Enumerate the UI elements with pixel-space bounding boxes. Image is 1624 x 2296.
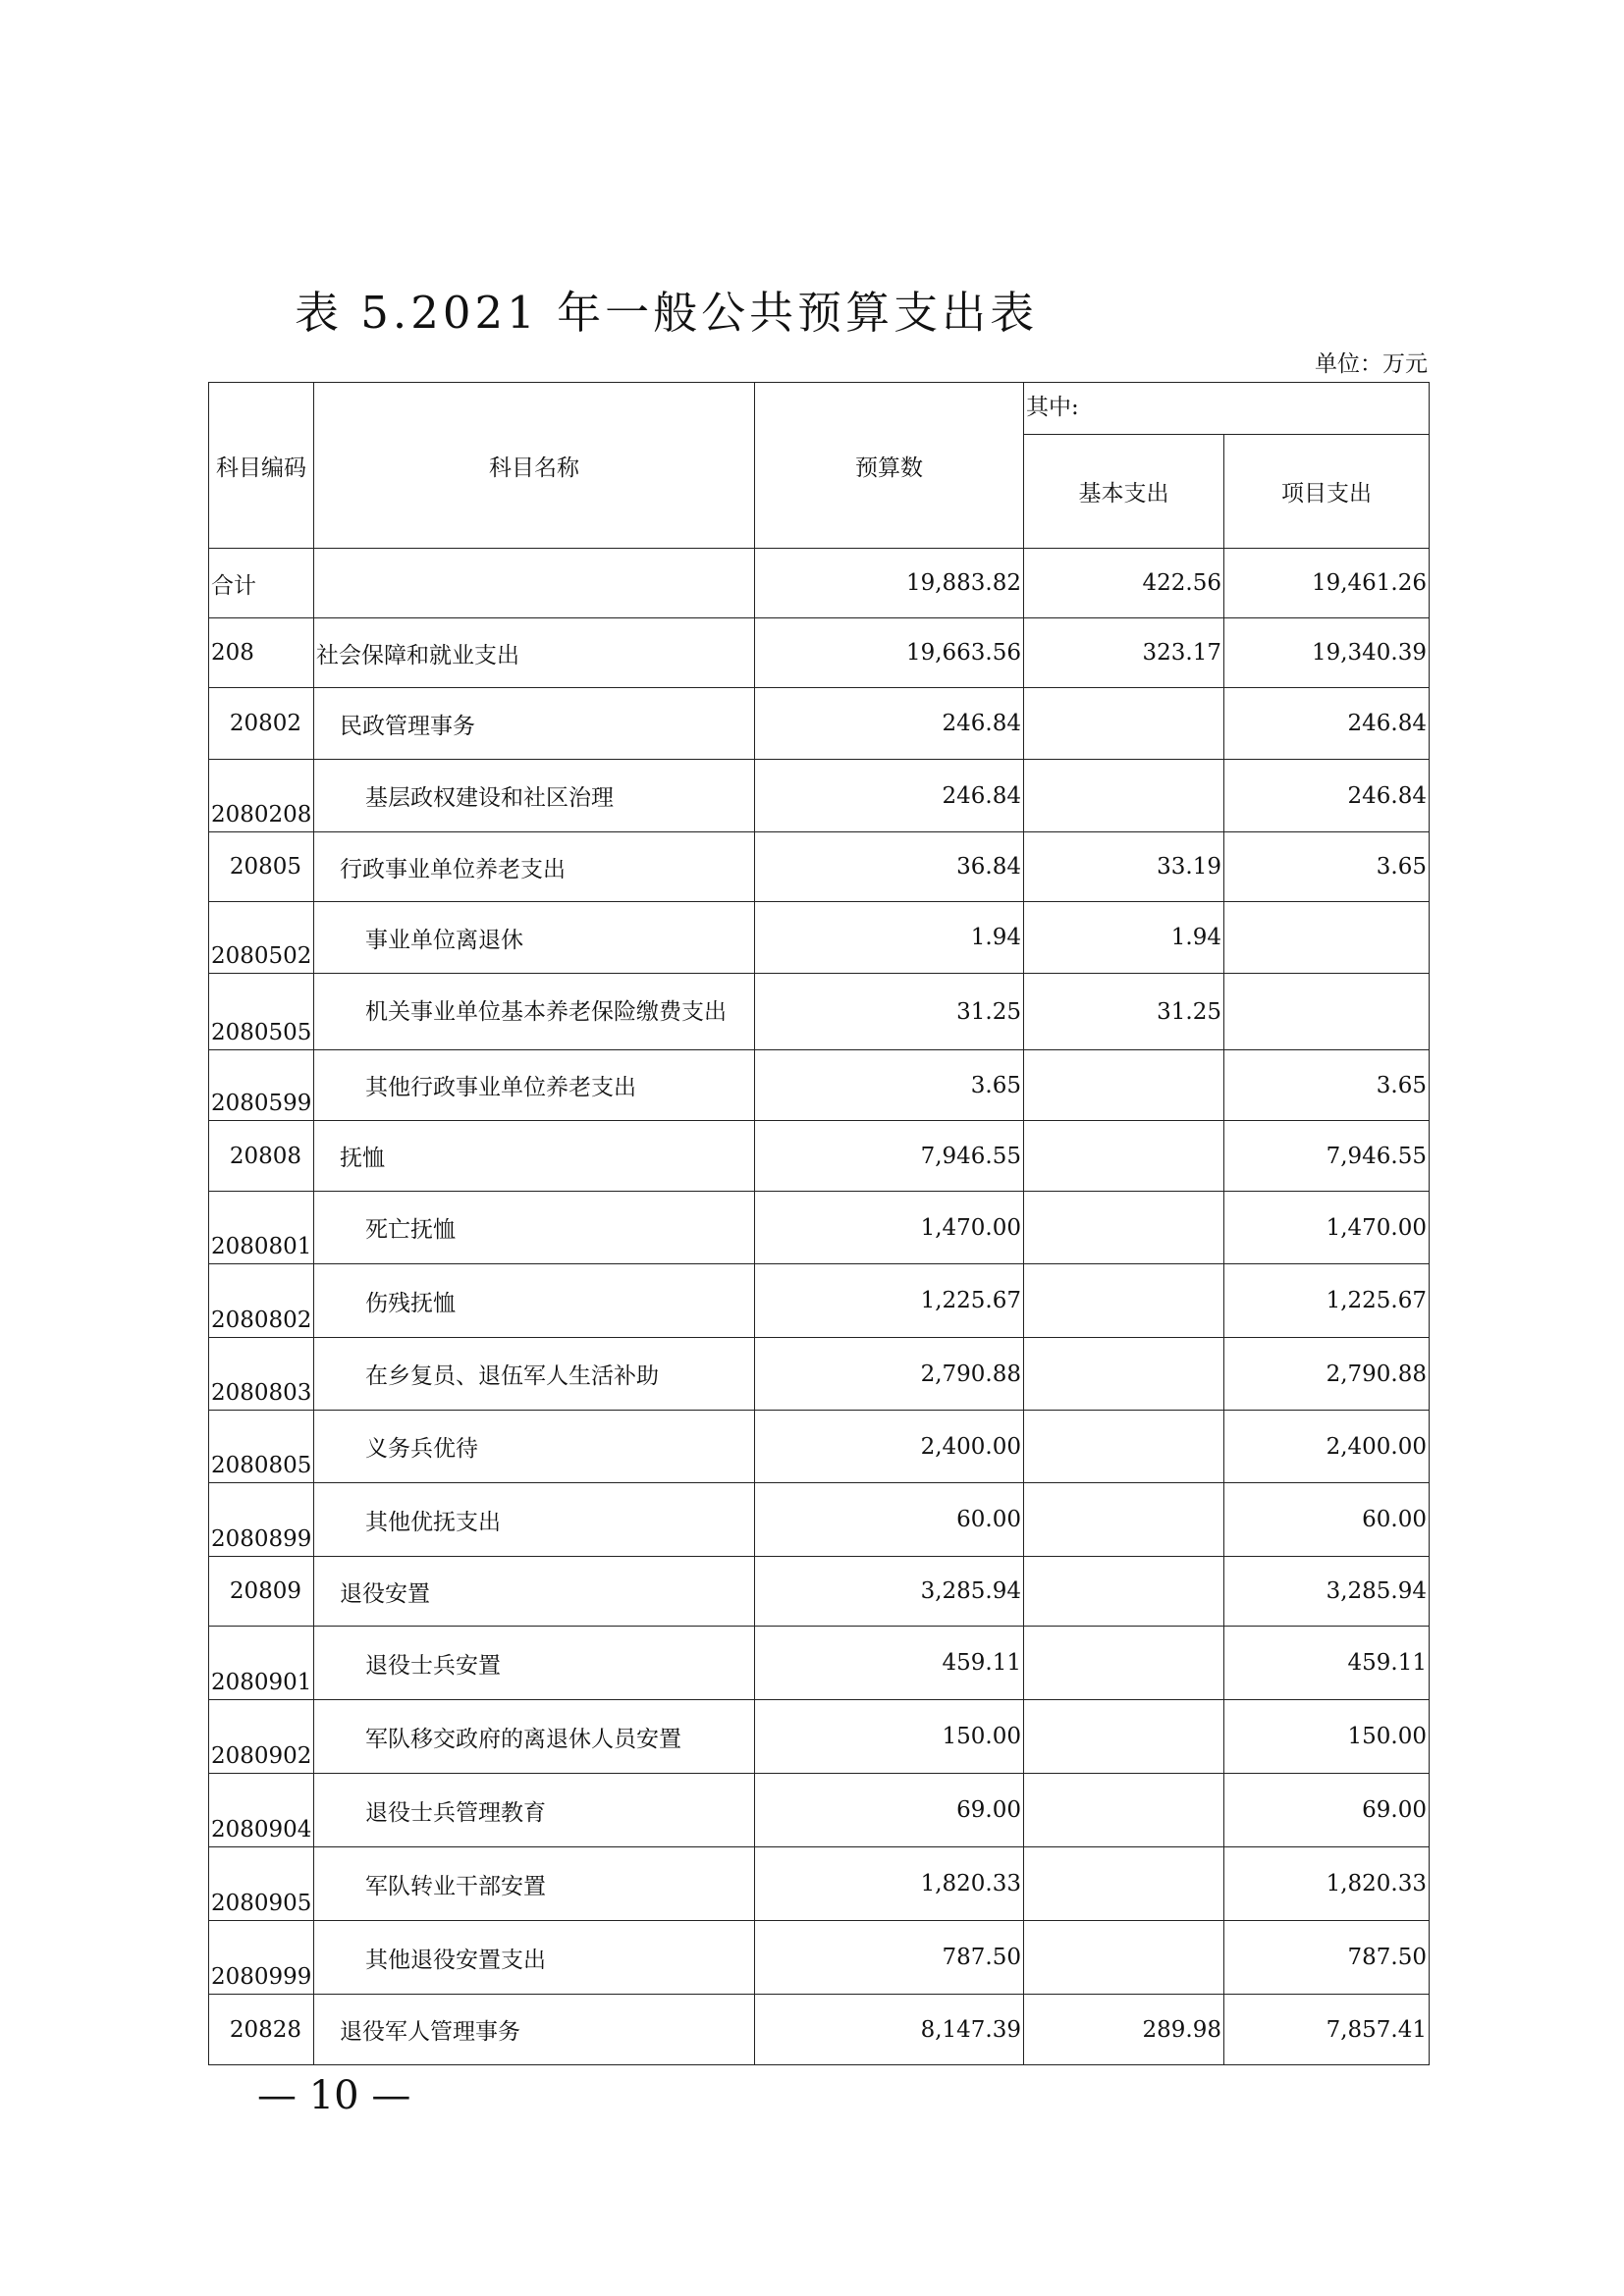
row-project: 19,340.39 bbox=[1224, 618, 1430, 688]
row-code: 2080805 bbox=[209, 1411, 314, 1483]
row-code: 2080899 bbox=[209, 1483, 314, 1557]
row-code: 2080599 bbox=[209, 1050, 314, 1121]
row-name: 其他优抚支出 bbox=[314, 1483, 755, 1557]
table-row bbox=[209, 1050, 1430, 1121]
table-row bbox=[209, 760, 1430, 832]
table-body bbox=[209, 549, 1430, 2065]
row-code: 20828 bbox=[209, 1995, 314, 2065]
table-row bbox=[209, 1264, 1430, 1338]
row-basic: 323.17 bbox=[1024, 618, 1224, 688]
row-project: 3.65 bbox=[1224, 1050, 1430, 1121]
row-basic: 31.25 bbox=[1024, 974, 1224, 1050]
row-project: 7,946.55 bbox=[1224, 1121, 1430, 1192]
row-name: 退役士兵管理教育 bbox=[314, 1774, 755, 1847]
row-total: 2,790.88 bbox=[755, 1338, 1024, 1411]
row-basic bbox=[1024, 1483, 1224, 1557]
row-total: 36.84 bbox=[755, 832, 1024, 902]
table-row bbox=[209, 1557, 1430, 1627]
row-project: 1,470.00 bbox=[1224, 1192, 1430, 1264]
header-code: 科目编码 bbox=[209, 383, 314, 549]
row-basic bbox=[1024, 1627, 1224, 1700]
row-basic bbox=[1024, 1050, 1224, 1121]
row-project: 69.00 bbox=[1224, 1774, 1430, 1847]
row-code: 2080505 bbox=[209, 974, 314, 1050]
row-name: 机关事业单位基本养老保险缴费支出 bbox=[314, 974, 755, 1050]
table-row bbox=[209, 1774, 1430, 1847]
row-name bbox=[314, 549, 755, 618]
row-project: 150.00 bbox=[1224, 1700, 1430, 1774]
table-row bbox=[209, 688, 1430, 760]
row-name: 军队移交政府的离退休人员安置 bbox=[314, 1700, 755, 1774]
row-total: 1,470.00 bbox=[755, 1192, 1024, 1264]
page-number: — 10 — bbox=[257, 2073, 411, 2118]
row-total: 69.00 bbox=[755, 1774, 1024, 1847]
row-code: 2080902 bbox=[209, 1700, 314, 1774]
row-basic bbox=[1024, 688, 1224, 760]
row-basic: 33.19 bbox=[1024, 832, 1224, 902]
row-project: 459.11 bbox=[1224, 1627, 1430, 1700]
unit-label: 单位：万元 bbox=[1315, 351, 1428, 377]
row-project bbox=[1224, 974, 1430, 1050]
row-basic bbox=[1024, 1557, 1224, 1627]
row-total: 246.84 bbox=[755, 760, 1024, 832]
header-total: 预算数 bbox=[755, 383, 1024, 549]
row-code: 2080802 bbox=[209, 1264, 314, 1338]
row-total: 19,883.82 bbox=[755, 549, 1024, 618]
table-header-row bbox=[209, 383, 1430, 435]
row-total: 8,147.39 bbox=[755, 1995, 1024, 2065]
document-title: 表 5.2021 年一般公共预算支出表 bbox=[295, 287, 1039, 339]
row-project: 787.50 bbox=[1224, 1921, 1430, 1995]
table-row bbox=[209, 1700, 1430, 1774]
row-basic bbox=[1024, 760, 1224, 832]
table-row bbox=[209, 974, 1430, 1050]
row-project: 60.00 bbox=[1224, 1483, 1430, 1557]
row-total: 60.00 bbox=[755, 1483, 1024, 1557]
row-project: 246.84 bbox=[1224, 760, 1430, 832]
row-code: 2080803 bbox=[209, 1338, 314, 1411]
row-code: 2080999 bbox=[209, 1921, 314, 1995]
table-row bbox=[209, 549, 1430, 618]
table-row bbox=[209, 1411, 1430, 1483]
row-code: 208 bbox=[209, 618, 314, 688]
table-row bbox=[209, 1121, 1430, 1192]
row-project: 246.84 bbox=[1224, 688, 1430, 760]
row-code: 2080208 bbox=[209, 760, 314, 832]
row-name: 事业单位离退休 bbox=[314, 902, 755, 974]
row-project: 7,857.41 bbox=[1224, 1995, 1430, 2065]
row-basic bbox=[1024, 1921, 1224, 1995]
table-row bbox=[209, 902, 1430, 974]
table-row bbox=[209, 1192, 1430, 1264]
row-project: 1,225.67 bbox=[1224, 1264, 1430, 1338]
row-name: 基层政权建设和社区治理 bbox=[314, 760, 755, 832]
row-code: 20808 bbox=[209, 1121, 314, 1192]
row-name: 其他行政事业单位养老支出 bbox=[314, 1050, 755, 1121]
row-code: 20805 bbox=[209, 832, 314, 902]
row-project: 19,461.26 bbox=[1224, 549, 1430, 618]
row-basic bbox=[1024, 1847, 1224, 1921]
row-name: 军队转业干部安置 bbox=[314, 1847, 755, 1921]
row-name: 退役军人管理事务 bbox=[314, 1995, 755, 2065]
header-name: 科目名称 bbox=[314, 383, 755, 549]
row-total: 2,400.00 bbox=[755, 1411, 1024, 1483]
row-code: 合计 bbox=[209, 549, 314, 618]
row-basic bbox=[1024, 1192, 1224, 1264]
header-basic: 基本支出 bbox=[1024, 435, 1224, 549]
table-row bbox=[209, 1483, 1430, 1557]
row-name: 其他退役安置支出 bbox=[314, 1921, 755, 1995]
row-code: 2080901 bbox=[209, 1627, 314, 1700]
row-code: 2080904 bbox=[209, 1774, 314, 1847]
row-code: 2080801 bbox=[209, 1192, 314, 1264]
row-basic bbox=[1024, 1338, 1224, 1411]
table-row bbox=[209, 1627, 1430, 1700]
row-project: 2,400.00 bbox=[1224, 1411, 1430, 1483]
row-basic bbox=[1024, 1700, 1224, 1774]
row-total: 3.65 bbox=[755, 1050, 1024, 1121]
row-total: 459.11 bbox=[755, 1627, 1024, 1700]
row-total: 787.50 bbox=[755, 1921, 1024, 1995]
row-basic: 1.94 bbox=[1024, 902, 1224, 974]
row-project: 1,820.33 bbox=[1224, 1847, 1430, 1921]
row-total: 1,820.33 bbox=[755, 1847, 1024, 1921]
row-basic bbox=[1024, 1121, 1224, 1192]
row-basic: 289.98 bbox=[1024, 1995, 1224, 2065]
table-row bbox=[209, 1847, 1430, 1921]
row-total: 7,946.55 bbox=[755, 1121, 1024, 1192]
row-total: 3,285.94 bbox=[755, 1557, 1024, 1627]
row-project: 2,790.88 bbox=[1224, 1338, 1430, 1411]
row-basic bbox=[1024, 1264, 1224, 1338]
row-name: 伤残抚恤 bbox=[314, 1264, 755, 1338]
row-name: 抚恤 bbox=[314, 1121, 755, 1192]
table-row bbox=[209, 1338, 1430, 1411]
row-code: 2080905 bbox=[209, 1847, 314, 1921]
row-name: 行政事业单位养老支出 bbox=[314, 832, 755, 902]
row-name: 社会保障和就业支出 bbox=[314, 618, 755, 688]
row-project bbox=[1224, 902, 1430, 974]
row-total: 150.00 bbox=[755, 1700, 1024, 1774]
row-name: 民政管理事务 bbox=[314, 688, 755, 760]
row-basic bbox=[1024, 1774, 1224, 1847]
table-row bbox=[209, 618, 1430, 688]
table-row bbox=[209, 1995, 1430, 2065]
row-basic bbox=[1024, 1411, 1224, 1483]
row-project: 3.65 bbox=[1224, 832, 1430, 902]
row-name: 在乡复员、退伍军人生活补助 bbox=[314, 1338, 755, 1411]
row-code: 20802 bbox=[209, 688, 314, 760]
row-name: 死亡抚恤 bbox=[314, 1192, 755, 1264]
row-name: 退役安置 bbox=[314, 1557, 755, 1627]
table-row bbox=[209, 1921, 1430, 1995]
row-total: 1,225.67 bbox=[755, 1264, 1024, 1338]
row-code: 2080502 bbox=[209, 902, 314, 974]
budget-table bbox=[208, 382, 1430, 2065]
header-project: 项目支出 bbox=[1224, 435, 1430, 549]
row-basic: 422.56 bbox=[1024, 549, 1224, 618]
header-of-which: 其中: bbox=[1024, 383, 1430, 435]
row-name: 义务兵优待 bbox=[314, 1411, 755, 1483]
row-total: 31.25 bbox=[755, 974, 1024, 1050]
row-code: 20809 bbox=[209, 1557, 314, 1627]
row-total: 246.84 bbox=[755, 688, 1024, 760]
row-project: 3,285.94 bbox=[1224, 1557, 1430, 1627]
row-total: 1.94 bbox=[755, 902, 1024, 974]
table-row bbox=[209, 832, 1430, 902]
row-total: 19,663.56 bbox=[755, 618, 1024, 688]
row-name: 退役士兵安置 bbox=[314, 1627, 755, 1700]
